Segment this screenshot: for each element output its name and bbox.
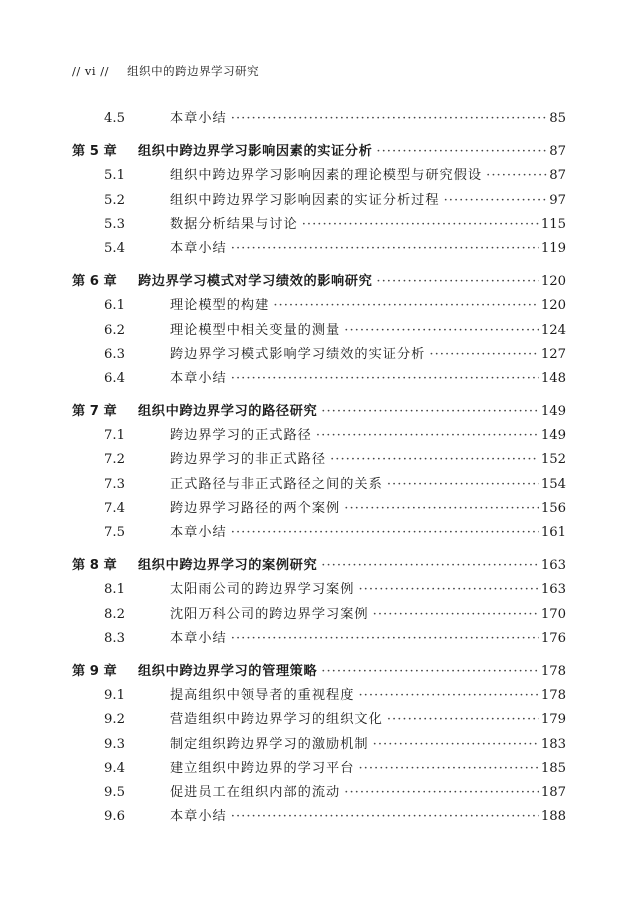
section-title: 正式路径与非正式路径之间的关系 bbox=[170, 476, 383, 492]
toc-chapter-entry[interactable] bbox=[72, 140, 566, 164]
dot-leader bbox=[358, 688, 538, 703]
section-number: 9.5 bbox=[104, 784, 125, 800]
section-number: 7.3 bbox=[104, 476, 125, 492]
dot-leader bbox=[344, 785, 539, 800]
dot-leader bbox=[358, 582, 538, 597]
page-number: 170 bbox=[540, 606, 566, 622]
toc-section-entry[interactable] bbox=[72, 781, 566, 805]
dot-leader bbox=[373, 607, 539, 622]
toc-chapter-entry[interactable] bbox=[72, 660, 566, 684]
section-title: 跨边界学习的正式路径 bbox=[170, 428, 312, 444]
section-number: 8.1 bbox=[104, 582, 125, 598]
dot-leader bbox=[373, 737, 539, 752]
section-number: 7.5 bbox=[104, 525, 125, 540]
section-title: 促进员工在组织内部的流动 bbox=[170, 784, 341, 800]
dot-leader bbox=[302, 217, 539, 232]
section-number: 9.1 bbox=[104, 688, 125, 704]
chapter-number: 第 6 章 bbox=[72, 274, 117, 290]
section-number: 9.2 bbox=[104, 712, 125, 728]
toc-section-entry[interactable] bbox=[72, 367, 566, 391]
toc-section-entry[interactable] bbox=[72, 473, 566, 497]
page-number: 154 bbox=[540, 476, 566, 492]
section-number: 5.3 bbox=[104, 216, 125, 232]
section-number: 6.2 bbox=[104, 322, 125, 338]
group-spacer bbox=[72, 261, 566, 270]
section-title: 制定组织跨边界学习的激励机制 bbox=[170, 736, 369, 752]
section-title: 跨边界学习模式影响学习绩效的实证分析 bbox=[170, 346, 426, 362]
section-title: 本章小结 bbox=[170, 630, 227, 646]
page-number: 176 bbox=[540, 630, 566, 646]
page-number: 148 bbox=[540, 370, 566, 386]
dot-leader bbox=[444, 193, 548, 208]
section-title: 数据分析结果与讨论 bbox=[170, 216, 298, 232]
section-number: 8.3 bbox=[104, 630, 125, 646]
group-spacer bbox=[72, 651, 566, 660]
toc-section-entry[interactable] bbox=[72, 164, 566, 188]
page-number: 188 bbox=[540, 809, 566, 825]
dot-leader bbox=[273, 298, 539, 313]
table-of-contents bbox=[72, 107, 566, 829]
dot-leader bbox=[321, 404, 539, 419]
dot-leader bbox=[321, 664, 539, 679]
toc-section-entry[interactable] bbox=[72, 237, 566, 261]
section-title: 组织中跨边界学习影响因素的理论模型与研究假设 bbox=[170, 168, 483, 184]
section-title: 跨边界学习的非正式路径 bbox=[170, 452, 327, 468]
toc-section-entry[interactable] bbox=[72, 757, 566, 781]
toc-section-entry[interactable] bbox=[72, 424, 566, 448]
page-number: 119 bbox=[540, 240, 566, 256]
toc-chapter-entry[interactable] bbox=[72, 270, 566, 294]
dot-leader bbox=[321, 558, 539, 573]
section-title: 理论模型的构建 bbox=[170, 298, 270, 314]
toc-section-entry[interactable] bbox=[72, 684, 566, 708]
section-title: 理论模型中相关变量的测量 bbox=[170, 322, 341, 338]
page-number: 124 bbox=[540, 322, 566, 338]
section-number: 6.4 bbox=[104, 370, 125, 386]
chapter-title: 组织中跨边界学习影响因素的实证分析 bbox=[138, 144, 373, 160]
chapter-title: 组织中跨边界学习的管理策略 bbox=[138, 663, 318, 679]
toc-chapter-entry[interactable] bbox=[72, 554, 566, 578]
dot-leader bbox=[330, 452, 539, 467]
section-number: 9.6 bbox=[104, 809, 125, 825]
section-number: 7.1 bbox=[104, 428, 125, 444]
dot-leader bbox=[231, 371, 539, 386]
dot-leader bbox=[358, 761, 538, 776]
section-title: 本章小结 bbox=[170, 111, 227, 126]
section-title: 太阳雨公司的跨边界学习案例 bbox=[170, 582, 355, 598]
section-number: 5.2 bbox=[104, 192, 125, 208]
toc-section-entry[interactable] bbox=[72, 708, 566, 732]
chapter-title: 跨边界学习模式对学习绩效的影响研究 bbox=[138, 274, 373, 290]
chapter-title: 组织中跨边界学习的路径研究 bbox=[138, 404, 318, 420]
book-title: 组织中的跨边界学习研究 bbox=[127, 64, 260, 78]
section-title: 提高组织中领导者的重视程度 bbox=[170, 688, 355, 704]
page-number: 127 bbox=[540, 346, 566, 362]
page-number: 163 bbox=[540, 558, 566, 574]
toc-section-entry[interactable] bbox=[72, 343, 566, 367]
toc-section-entry[interactable] bbox=[72, 603, 566, 627]
toc-section-entry[interactable] bbox=[72, 497, 566, 521]
group-spacer bbox=[72, 131, 566, 140]
section-title: 建立组织中跨边界的学习平台 bbox=[170, 760, 355, 776]
toc-section-entry[interactable] bbox=[72, 627, 566, 651]
page-number: 120 bbox=[540, 298, 566, 314]
dot-leader bbox=[376, 274, 538, 289]
dot-leader bbox=[486, 168, 547, 183]
chapter-number: 第 7 章 bbox=[72, 404, 117, 420]
toc-section-entry[interactable] bbox=[72, 733, 566, 757]
page-number: 163 bbox=[540, 582, 566, 598]
page-number: 115 bbox=[540, 216, 566, 232]
toc-section-entry[interactable] bbox=[72, 213, 566, 237]
toc-section-entry[interactable] bbox=[72, 319, 566, 343]
toc-section-entry[interactable] bbox=[72, 294, 566, 318]
section-title: 本章小结 bbox=[170, 370, 227, 386]
page-number: 156 bbox=[540, 500, 566, 516]
dot-leader bbox=[231, 241, 539, 256]
toc-section-entry[interactable] bbox=[72, 189, 566, 213]
page-number: 179 bbox=[540, 712, 566, 728]
toc-section-entry[interactable] bbox=[72, 448, 566, 472]
group-spacer bbox=[72, 545, 566, 554]
section-title: 跨边界学习路径的两个案例 bbox=[170, 500, 341, 516]
page-number: 178 bbox=[540, 688, 566, 704]
page-number: 183 bbox=[540, 736, 566, 752]
page-number: 149 bbox=[540, 404, 566, 420]
section-number: 5.1 bbox=[104, 168, 125, 184]
section-number: 6.1 bbox=[104, 298, 125, 314]
group-spacer bbox=[72, 391, 566, 400]
dot-leader bbox=[316, 428, 539, 443]
section-number: 5.4 bbox=[104, 240, 125, 256]
page-number: 187 bbox=[540, 784, 566, 800]
section-number: 6.3 bbox=[104, 346, 125, 362]
toc-section-entry[interactable] bbox=[72, 578, 566, 602]
section-title: 沈阳万科公司的跨边界学习案例 bbox=[170, 606, 369, 622]
toc-section-entry[interactable] bbox=[72, 107, 566, 131]
page-marker: // vi // bbox=[72, 64, 109, 78]
toc-section-entry[interactable] bbox=[72, 521, 566, 545]
section-number: 9.3 bbox=[104, 736, 125, 752]
chapter-number: 第 9 章 bbox=[72, 663, 117, 679]
section-title: 本章小结 bbox=[170, 240, 227, 256]
dot-leader bbox=[231, 809, 539, 824]
dot-leader bbox=[387, 477, 539, 492]
dot-leader bbox=[344, 501, 539, 516]
section-number: 7.4 bbox=[104, 500, 125, 516]
section-title: 本章小结 bbox=[170, 525, 227, 540]
page-number: 120 bbox=[540, 274, 566, 290]
page-number: 178 bbox=[540, 663, 566, 679]
dot-leader bbox=[231, 111, 547, 126]
section-title: 营造组织中跨边界学习的组织文化 bbox=[170, 712, 383, 728]
dot-leader bbox=[344, 323, 539, 338]
section-number: 4.5 bbox=[104, 111, 125, 126]
page-number: 149 bbox=[540, 428, 566, 444]
page-number: 87 bbox=[549, 168, 566, 184]
dot-leader bbox=[231, 631, 539, 646]
dot-leader bbox=[231, 525, 539, 540]
dot-leader bbox=[376, 144, 547, 159]
section-title: 组织中跨边界学习影响因素的实证分析过程 bbox=[170, 192, 440, 208]
chapter-number: 第 8 章 bbox=[72, 558, 117, 574]
section-number: 7.2 bbox=[104, 452, 125, 468]
dot-leader bbox=[387, 712, 539, 727]
section-number: 9.4 bbox=[104, 760, 125, 776]
page-number: 161 bbox=[540, 525, 566, 540]
running-header bbox=[72, 63, 259, 79]
page-number: 85 bbox=[549, 111, 566, 126]
page-number: 152 bbox=[540, 452, 566, 468]
toc-section-entry[interactable] bbox=[72, 805, 566, 829]
chapter-title: 组织中跨边界学习的案例研究 bbox=[138, 558, 318, 574]
page-number: 87 bbox=[549, 144, 566, 160]
page-number: 185 bbox=[540, 760, 566, 776]
chapter-number: 第 5 章 bbox=[72, 144, 117, 160]
dot-leader bbox=[429, 347, 538, 362]
section-number: 8.2 bbox=[104, 606, 125, 622]
section-title: 本章小结 bbox=[170, 809, 227, 825]
toc-chapter-entry[interactable] bbox=[72, 400, 566, 424]
page-number: 97 bbox=[549, 192, 566, 208]
